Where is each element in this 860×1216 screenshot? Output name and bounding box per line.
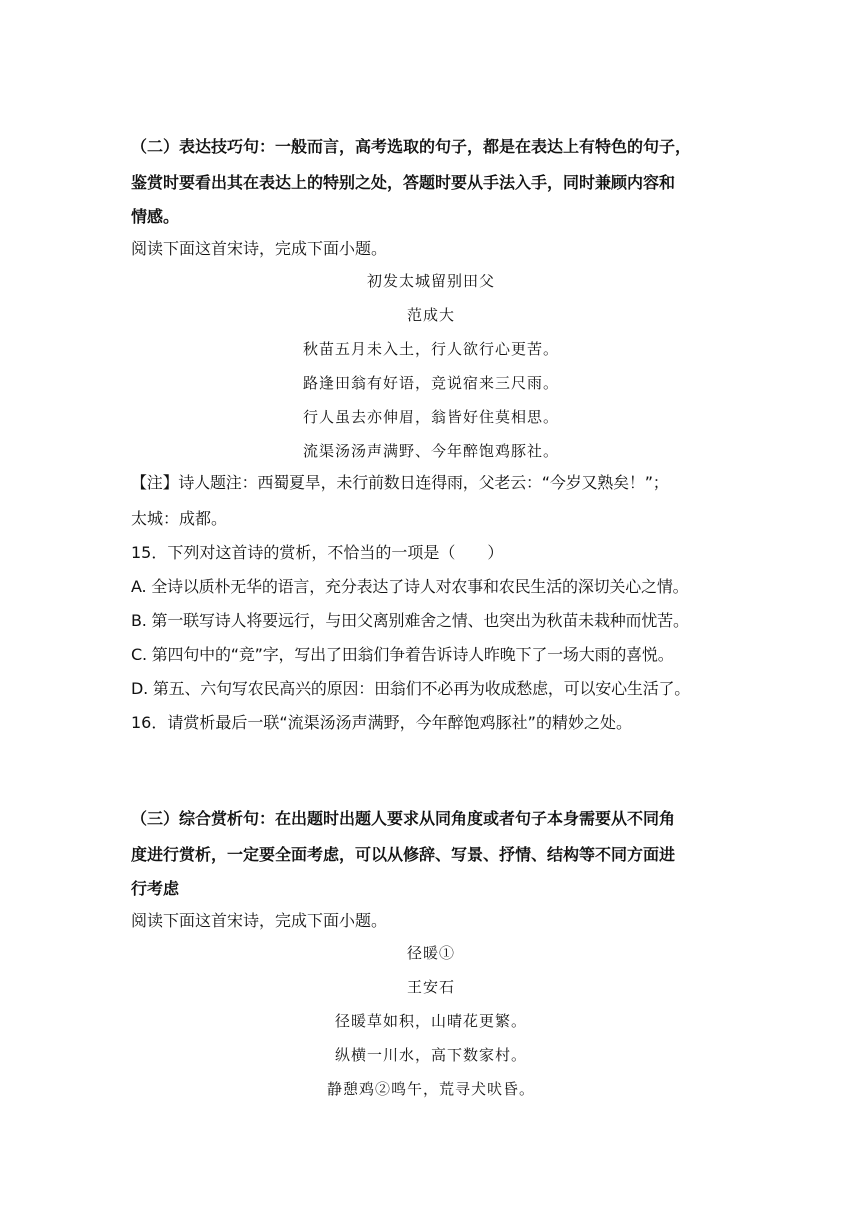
poem2-author: 王安石 xyxy=(406,978,455,996)
poem1-title: 初发太城留别田父 xyxy=(366,272,495,290)
section3-heading-line-2: 度进行赏析，一定要全面考虑，可以从修辞、写景、抒情、结构等不同方面进 xyxy=(131,845,676,864)
poem1-author: 范成大 xyxy=(406,306,455,324)
question-15: 15．下列对这首诗的赏析，不恰当的一项是（ ） xyxy=(131,543,504,562)
poem1-line-4: 流渠汤汤声满野、今年醉饱鸡豚社。 xyxy=(302,442,559,460)
poem2-line-1: 径暖草如积，山晴花更繁。 xyxy=(334,1012,527,1030)
option-a: A. 全诗以质朴无华的语言，充分表达了诗人对农事和农民生活的深切关心之情。 xyxy=(131,577,689,596)
section3-heading-line-3: 行考虑 xyxy=(131,879,180,898)
section2-heading-line-3: 情感。 xyxy=(131,207,180,226)
poem1-line-1: 秋苗五月未入土，行人欲行心更苦。 xyxy=(302,340,559,358)
poem1-line-3: 行人虽去亦伸眉，翁皆好住莫相思。 xyxy=(302,408,559,426)
poem2-line-3: 静憩鸡②鸣午，荒寻犬吠昏。 xyxy=(326,1080,535,1098)
poem1-line-2: 路逢田翁有好语，竞说宿来三尺雨。 xyxy=(302,374,559,392)
note-line-2: 太城：成都。 xyxy=(131,509,228,528)
option-c: C. 第四句中的“竞”字，写出了田翁们争着告诉诗人昨晚下了一场大雨的喜悦。 xyxy=(131,645,674,664)
poem2-title: 径暖① xyxy=(406,944,455,962)
section3-heading-line-1: （三）综合赏析句：在出题时出题人要求从同角度或者句子本身需要从不同角 xyxy=(131,809,676,828)
section2-instruction: 阅读下面这首宋诗，完成下面小题。 xyxy=(131,239,388,258)
section2-heading-line-1: （二）表达技巧句：一般而言，高考选取的句子，都是在表达上有特色的句子， xyxy=(131,137,692,156)
question-16: 16．请赏析最后一联“流渠汤汤声满野，今年醉饱鸡豚社”的精妙之处。 xyxy=(131,713,632,732)
section3-instruction: 阅读下面这首宋诗，完成下面小题。 xyxy=(131,911,388,930)
note-line-1: 【注】诗人题注：西蜀夏旱，未行前数日连得雨，父老云：“今岁又熟矣！”； xyxy=(131,473,669,492)
option-b: B. 第一联写诗人将要远行，与田父离别难舍之情、也突出为秋苗未栽种而忧苦。 xyxy=(131,611,689,630)
poem2-line-2: 纵横一川水，高下数家村。 xyxy=(334,1046,527,1064)
option-d: D. 第五、六句写农民高兴的原因：田翁们不必再为收成愁虑，可以安心生活了。 xyxy=(131,679,691,698)
section2-heading-line-2: 鉴赏时要看出其在表达上的特别之处，答题时要从手法入手，同时兼顾内容和 xyxy=(131,173,676,192)
